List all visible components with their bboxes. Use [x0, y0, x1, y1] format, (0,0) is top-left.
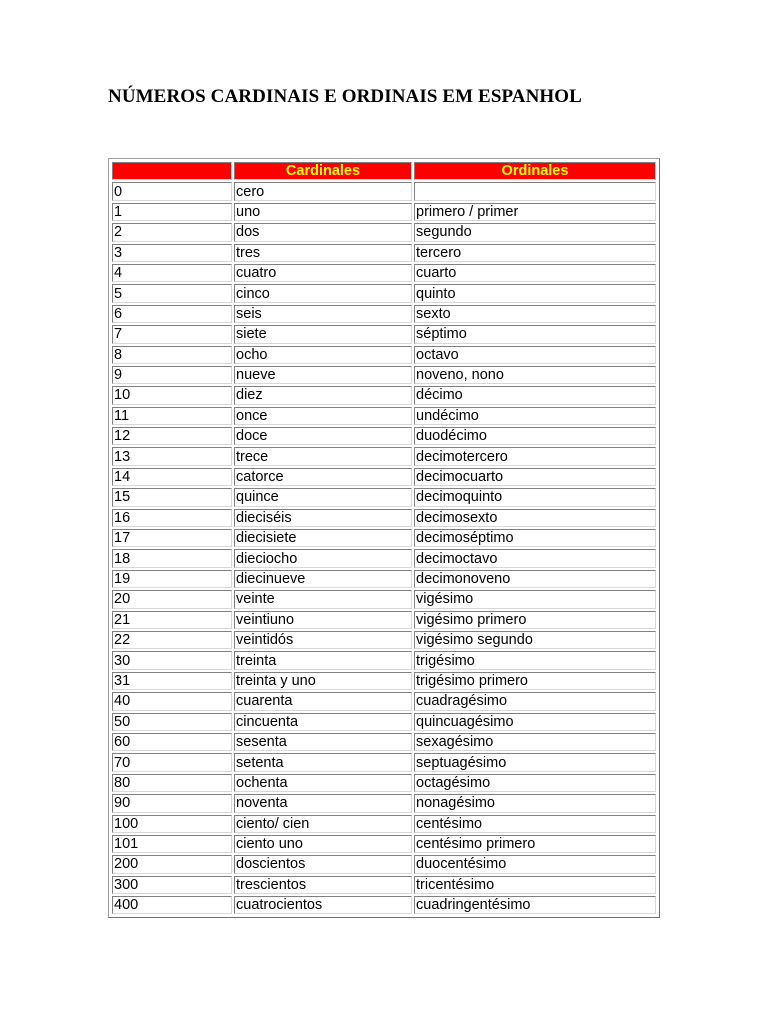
- ordinal-cell: decimosexto: [414, 509, 656, 527]
- cardinal-cell: ocho: [234, 346, 412, 364]
- table-row: [112, 346, 656, 364]
- cardinal-cell: trescientos: [234, 876, 412, 894]
- number-cell: 8: [112, 346, 232, 364]
- number-cell: 19: [112, 570, 232, 588]
- number-cell: 3: [112, 244, 232, 262]
- ordinal-cell: decimonoveno: [414, 570, 656, 588]
- cardinal-cell: once: [234, 407, 412, 425]
- table-row: [112, 835, 656, 853]
- table-row: [112, 407, 656, 425]
- ordinal-cell: cuadringentésimo: [414, 896, 656, 914]
- table-row: [112, 713, 656, 731]
- number-cell: 4: [112, 264, 232, 282]
- number-cell: 100: [112, 815, 232, 833]
- table-row: [112, 427, 656, 445]
- cardinal-cell: cuatro: [234, 264, 412, 282]
- ordinal-cell: duocentésimo: [414, 855, 656, 873]
- cardinal-cell: uno: [234, 203, 412, 221]
- ordinal-cell: octavo: [414, 346, 656, 364]
- cardinal-cell: quince: [234, 488, 412, 506]
- table-row: [112, 447, 656, 465]
- ordinal-cell: quinto: [414, 284, 656, 302]
- cardinal-cell: catorce: [234, 468, 412, 486]
- ordinal-cell: sexto: [414, 305, 656, 323]
- ordinal-cell: decimoctavo: [414, 549, 656, 567]
- header-ordinales: Ordinales: [414, 162, 656, 180]
- table-header: [112, 162, 656, 180]
- cardinal-cell: veintidós: [234, 631, 412, 649]
- cardinal-cell: veinte: [234, 590, 412, 608]
- table-row: [112, 794, 656, 812]
- ordinal-cell: vigésimo segundo: [414, 631, 656, 649]
- ordinal-cell: octagésimo: [414, 774, 656, 792]
- ordinal-cell: centésimo primero: [414, 835, 656, 853]
- cardinal-cell: trece: [234, 447, 412, 465]
- table-row: [112, 672, 656, 690]
- ordinal-cell: vigésimo primero: [414, 611, 656, 629]
- number-cell: 40: [112, 692, 232, 710]
- cardinal-cell: tres: [234, 244, 412, 262]
- cardinal-cell: cinco: [234, 284, 412, 302]
- cardinal-cell: setenta: [234, 753, 412, 771]
- ordinal-cell: decimoséptimo: [414, 529, 656, 547]
- ordinal-cell: duodécimo: [414, 427, 656, 445]
- ordinal-cell: cuarto: [414, 264, 656, 282]
- table-body: [112, 182, 656, 914]
- table-row: [112, 631, 656, 649]
- number-cell: 2: [112, 223, 232, 241]
- number-cell: 13: [112, 447, 232, 465]
- cardinal-cell: cuatrocientos: [234, 896, 412, 914]
- number-cell: 17: [112, 529, 232, 547]
- number-cell: 31: [112, 672, 232, 690]
- number-cell: 21: [112, 611, 232, 629]
- number-cell: 15: [112, 488, 232, 506]
- cardinal-cell: diez: [234, 386, 412, 404]
- table-row: [112, 223, 656, 241]
- table-row: [112, 509, 656, 527]
- table-row: [112, 855, 656, 873]
- cardinal-cell: doce: [234, 427, 412, 445]
- number-cell: 9: [112, 366, 232, 384]
- number-cell: 16: [112, 509, 232, 527]
- ordinal-cell: décimo: [414, 386, 656, 404]
- number-cell: 1: [112, 203, 232, 221]
- ordinal-cell: cuadragésimo: [414, 692, 656, 710]
- table-row: [112, 182, 656, 200]
- ordinal-cell: [414, 182, 656, 200]
- ordinal-cell: trigésimo primero: [414, 672, 656, 690]
- cardinal-cell: siete: [234, 325, 412, 343]
- table-row: [112, 284, 656, 302]
- cardinal-cell: nueve: [234, 366, 412, 384]
- number-cell: 10: [112, 386, 232, 404]
- table-row: [112, 896, 656, 914]
- table-row: [112, 529, 656, 547]
- ordinal-cell: tercero: [414, 244, 656, 262]
- ordinal-cell: centésimo: [414, 815, 656, 833]
- ordinal-cell: primero / primer: [414, 203, 656, 221]
- cardinal-cell: treinta y uno: [234, 672, 412, 690]
- cardinal-cell: sesenta: [234, 733, 412, 751]
- ordinal-cell: decimotercero: [414, 447, 656, 465]
- table-row: [112, 386, 656, 404]
- cardinal-cell: dieciocho: [234, 549, 412, 567]
- cardinal-cell: treinta: [234, 651, 412, 669]
- number-cell: 90: [112, 794, 232, 812]
- cardinal-cell: veintiuno: [234, 611, 412, 629]
- cardinal-cell: cero: [234, 182, 412, 200]
- number-cell: 12: [112, 427, 232, 445]
- ordinal-cell: septuagésimo: [414, 753, 656, 771]
- ordinal-cell: sexagésimo: [414, 733, 656, 751]
- number-cell: 14: [112, 468, 232, 486]
- cardinal-cell: ciento uno: [234, 835, 412, 853]
- number-cell: 200: [112, 855, 232, 873]
- number-cell: 0: [112, 182, 232, 200]
- number-cell: 80: [112, 774, 232, 792]
- ordinal-cell: nonagésimo: [414, 794, 656, 812]
- cardinal-cell: dieciséis: [234, 509, 412, 527]
- table-row: [112, 733, 656, 751]
- cardinal-cell: noventa: [234, 794, 412, 812]
- number-cell: 60: [112, 733, 232, 751]
- header-cardinales: Cardinales: [234, 162, 412, 180]
- table-row: [112, 774, 656, 792]
- table-row: [112, 570, 656, 588]
- table-row: [112, 815, 656, 833]
- table-row: [112, 468, 656, 486]
- table-row: [112, 549, 656, 567]
- cardinal-cell: seis: [234, 305, 412, 323]
- number-cell: 11: [112, 407, 232, 425]
- ordinal-cell: séptimo: [414, 325, 656, 343]
- table-row: [112, 753, 656, 771]
- number-cell: 5: [112, 284, 232, 302]
- number-cell: 30: [112, 651, 232, 669]
- number-cell: 22: [112, 631, 232, 649]
- cardinal-cell: diecinueve: [234, 570, 412, 588]
- table-row: [112, 203, 656, 221]
- ordinal-cell: tricentésimo: [414, 876, 656, 894]
- header-number: [112, 162, 232, 180]
- cardinal-cell: doscientos: [234, 855, 412, 873]
- table-row: [112, 366, 656, 384]
- ordinal-cell: segundo: [414, 223, 656, 241]
- number-cell: 6: [112, 305, 232, 323]
- number-cell: 20: [112, 590, 232, 608]
- table-row: [112, 244, 656, 262]
- page-title: NÚMEROS CARDINAIS E ORDINAIS EM ESPANHOL: [108, 86, 582, 107]
- ordinal-cell: undécimo: [414, 407, 656, 425]
- ordinal-cell: quincuagésimo: [414, 713, 656, 731]
- number-cell: 18: [112, 549, 232, 567]
- table-row: [112, 325, 656, 343]
- cardinal-cell: dos: [234, 223, 412, 241]
- number-cell: 101: [112, 835, 232, 853]
- ordinal-cell: vigésimo: [414, 590, 656, 608]
- header-row: [112, 162, 656, 180]
- table-row: [112, 590, 656, 608]
- table-row: [112, 651, 656, 669]
- table-row: [112, 611, 656, 629]
- number-cell: 50: [112, 713, 232, 731]
- cardinal-cell: ochenta: [234, 774, 412, 792]
- cardinal-cell: cuarenta: [234, 692, 412, 710]
- number-cell: 300: [112, 876, 232, 894]
- table-row: [112, 264, 656, 282]
- ordinal-cell: noveno, nono: [414, 366, 656, 384]
- cardinal-cell: diecisiete: [234, 529, 412, 547]
- table-row: [112, 876, 656, 894]
- table-row: [112, 305, 656, 323]
- number-cell: 400: [112, 896, 232, 914]
- ordinal-cell: decimoquinto: [414, 488, 656, 506]
- number-cell: 7: [112, 325, 232, 343]
- table-row: [112, 488, 656, 506]
- ordinal-cell: decimocuarto: [414, 468, 656, 486]
- cardinal-cell: cincuenta: [234, 713, 412, 731]
- numbers-table-frame: [108, 158, 660, 918]
- cardinal-cell: ciento/ cien: [234, 815, 412, 833]
- ordinal-cell: trigésimo: [414, 651, 656, 669]
- numbers-table: [110, 160, 658, 916]
- number-cell: 70: [112, 753, 232, 771]
- table-row: [112, 692, 656, 710]
